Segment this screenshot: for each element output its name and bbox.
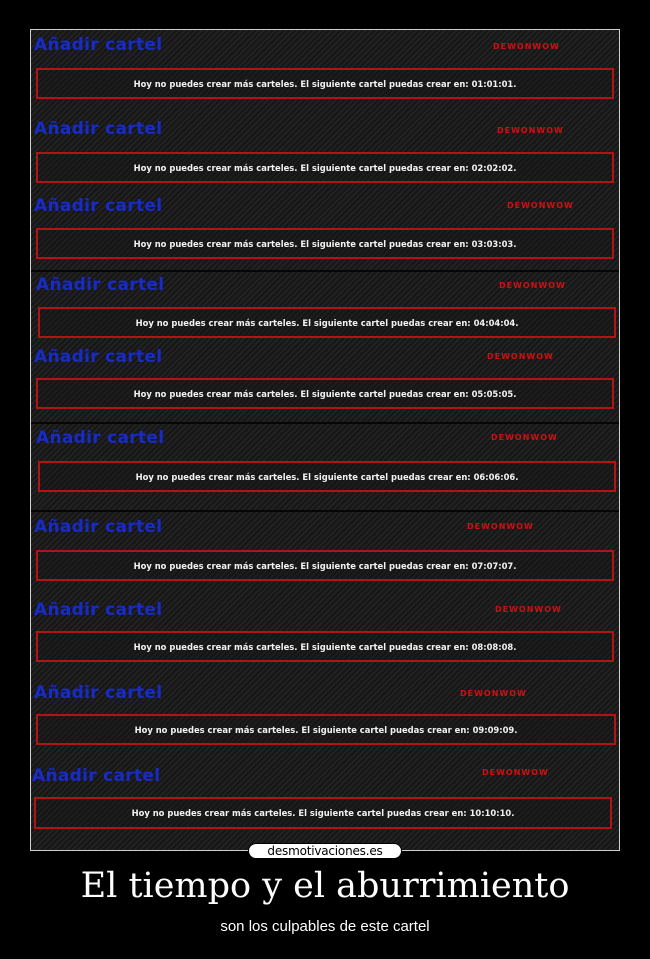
username-link[interactable]: DEWONWOW xyxy=(507,201,574,210)
add-poster-link[interactable]: Añadir cartel xyxy=(34,600,163,620)
limit-message: Hoy no puedes crear más carteles. El siguiente cartel puedas crear en: 01:01:01. xyxy=(133,78,517,89)
notice-row xyxy=(31,344,619,420)
limit-message-box xyxy=(36,228,614,259)
limit-message: Hoy no puedes crear más carteles. El siguiente cartel puedas crear en: 08:08:08. xyxy=(133,641,517,652)
notice-row xyxy=(31,674,619,758)
limit-message-box xyxy=(36,152,614,183)
username-link[interactable]: DEWONWOW xyxy=(491,433,558,442)
limit-message: Hoy no puedes crear más carteles. El siguiente cartel puedas crear en: 02:02:02. xyxy=(133,162,517,173)
limit-message: Hoy no puedes crear más carteles. El siguiente cartel puedas crear en: 07:07:07. xyxy=(133,560,517,571)
notice-row xyxy=(31,422,619,510)
limit-message: Hoy no puedes crear más carteles. El siguiente cartel puedas crear en: 04:04:04. xyxy=(135,317,519,328)
notice-row xyxy=(31,270,619,348)
limit-message-box xyxy=(36,631,614,662)
add-poster-link[interactable]: Añadir cartel xyxy=(36,275,165,295)
notice-row xyxy=(31,592,619,674)
add-poster-link[interactable]: Añadir cartel xyxy=(34,119,163,139)
notice-row xyxy=(31,510,619,594)
limit-message: Hoy no puedes crear más carteles. El siguiente cartel puedas crear en: 06:06:06. xyxy=(135,471,519,482)
limit-message-box xyxy=(34,797,612,829)
username-link[interactable]: DEWONWOW xyxy=(482,768,549,777)
poster-subtitle: son los culpables de este cartel xyxy=(220,918,430,935)
username-link[interactable]: DEWONWOW xyxy=(499,281,566,290)
limit-message: Hoy no puedes crear más carteles. El siguiente cartel puedas crear en: 03:03:03. xyxy=(133,238,517,249)
limit-message-box xyxy=(38,307,616,338)
username-link[interactable]: DEWONWOW xyxy=(460,689,527,698)
limit-message-box xyxy=(36,378,614,409)
notice-row xyxy=(31,192,619,270)
add-poster-link[interactable]: Añadir cartel xyxy=(34,347,163,367)
limit-message-box xyxy=(36,68,614,99)
username-link[interactable]: DEWONWOW xyxy=(495,605,562,614)
limit-message: Hoy no puedes crear más carteles. El siguiente cartel puedas crear en: 05:05:05. xyxy=(133,388,517,399)
poster-title: El tiempo y el aburrimiento xyxy=(80,866,570,906)
limit-message: Hoy no puedes crear más carteles. El siguiente cartel puedas crear en: 09:09:09. xyxy=(134,724,518,735)
notice-row xyxy=(31,30,619,114)
add-poster-link[interactable]: Añadir cartel xyxy=(36,428,165,448)
limit-message-box xyxy=(36,550,614,581)
add-poster-link[interactable]: Añadir cartel xyxy=(32,766,161,786)
add-poster-link[interactable]: Añadir cartel xyxy=(34,35,163,55)
add-poster-link[interactable]: Añadir cartel xyxy=(34,196,163,216)
notice-row xyxy=(31,758,619,848)
notice-row xyxy=(31,114,619,194)
add-poster-link[interactable]: Añadir cartel xyxy=(34,683,163,703)
limit-message: Hoy no puedes crear más carteles. El siguiente cartel puedas crear en: 10:10:10. xyxy=(131,808,515,818)
username-link[interactable]: DEWONWOW xyxy=(497,126,564,135)
username-link[interactable]: DEWONWOW xyxy=(467,522,534,531)
site-logo[interactable]: desmotivaciones.es xyxy=(248,843,402,859)
screenshot-panel xyxy=(30,29,620,851)
username-link[interactable]: DEWONWOW xyxy=(487,352,554,361)
limit-message-box xyxy=(38,461,616,492)
username-link[interactable]: DEWONWOW xyxy=(493,42,560,51)
limit-message-box xyxy=(36,714,616,745)
add-poster-link[interactable]: Añadir cartel xyxy=(34,517,163,537)
